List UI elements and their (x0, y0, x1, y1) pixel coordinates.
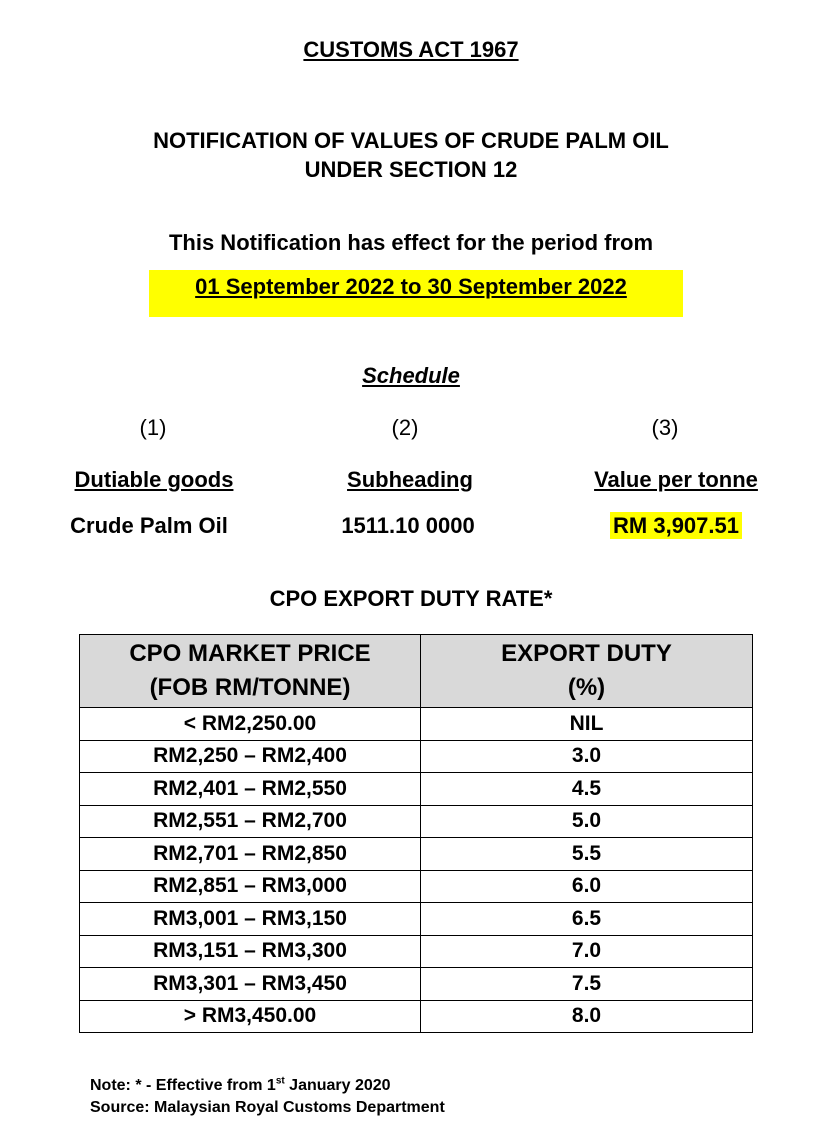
duty-cell: 5.5 (421, 838, 753, 871)
column-number-2: (2) (391, 415, 419, 440)
column-heading-text: Subheading (347, 467, 473, 492)
effective-period-text: 01 September 2022 to 30 September 2022 (195, 274, 627, 299)
column-heading-value-per-tonne (560, 467, 792, 493)
table-row (80, 838, 753, 871)
header-line: EXPORT DUTY (501, 640, 672, 667)
column-heading-dutiable-goods (44, 467, 264, 493)
column-heading-subheading (310, 467, 510, 493)
table-header-row (80, 635, 753, 708)
column-number-3: (3) (651, 415, 679, 440)
table-row (80, 1000, 753, 1033)
dutiable-goods-value: Crude Palm Oil (70, 513, 228, 538)
schedule-title-text: Schedule (362, 363, 460, 388)
column-heading-text: Dutiable goods (74, 467, 234, 492)
table-body (80, 708, 753, 1033)
table-row (80, 968, 753, 1001)
table-row (80, 903, 753, 936)
table-row (80, 935, 753, 968)
price-cell: RM3,301 – RM3,450 (80, 968, 421, 1001)
duty-cell: 3.0 (421, 740, 753, 773)
header-line: (%) (567, 674, 606, 701)
price-cell: RM2,401 – RM2,550 (80, 773, 421, 806)
column-heading-text: Value per tonne (594, 467, 758, 492)
table-row (80, 805, 753, 838)
subheading-value: 1511.10 0000 (341, 513, 475, 538)
table-row (80, 773, 753, 806)
header-export-duty (421, 635, 753, 708)
column-number-1: (1) (139, 415, 167, 440)
header-market-price (80, 635, 421, 708)
table-row (80, 740, 753, 773)
duty-table-title: CPO EXPORT DUTY RATE* (269, 586, 553, 611)
price-cell: RM3,151 – RM3,300 (80, 935, 421, 968)
header-line: (FOB RM/TONNE) (149, 674, 351, 701)
price-cell: RM2,250 – RM2,400 (80, 740, 421, 773)
value-per-tonne (560, 513, 792, 539)
note-line (90, 1075, 445, 1097)
duty-cell: 8.0 (421, 1000, 753, 1033)
table-row (80, 708, 753, 741)
header-line: CPO MARKET PRICE (129, 640, 371, 667)
effect-text: This Notification has effect for the period from (168, 230, 654, 255)
act-title (0, 37, 822, 63)
price-cell: RM2,701 – RM2,850 (80, 838, 421, 871)
price-cell: RM2,551 – RM2,700 (80, 805, 421, 838)
schedule-title (0, 363, 822, 389)
table-row (80, 870, 753, 903)
value-per-tonne-highlight: RM 3,907.51 (610, 512, 742, 539)
notification-title-line2: UNDER SECTION 12 (304, 157, 518, 182)
act-title-text: CUSTOMS ACT 1967 (303, 37, 519, 62)
price-cell: > RM3,450.00 (80, 1000, 421, 1033)
note-prefix: Note: * - Effective from 1 (90, 1077, 276, 1094)
notification-title-line1: NOTIFICATION OF VALUES OF CRUDE PALM OIL (153, 128, 669, 153)
duty-cell: 6.5 (421, 903, 753, 936)
price-cell: RM2,851 – RM3,000 (80, 870, 421, 903)
duty-cell: NIL (421, 708, 753, 741)
price-cell: < RM2,250.00 (80, 708, 421, 741)
notification-title (0, 126, 822, 184)
source-line: Source: Malaysian Royal Customs Department (90, 1099, 445, 1116)
duty-cell: 5.0 (421, 805, 753, 838)
footnote (90, 1075, 445, 1119)
note-suffix: January 2020 (284, 1077, 391, 1094)
duty-cell: 4.5 (421, 773, 753, 806)
export-duty-table (79, 634, 753, 1033)
duty-cell: 6.0 (421, 870, 753, 903)
duty-cell: 7.5 (421, 968, 753, 1001)
duty-cell: 7.0 (421, 935, 753, 968)
price-cell: RM3,001 – RM3,150 (80, 903, 421, 936)
note-superscript: st (275, 1075, 285, 1087)
effective-period (0, 274, 822, 300)
